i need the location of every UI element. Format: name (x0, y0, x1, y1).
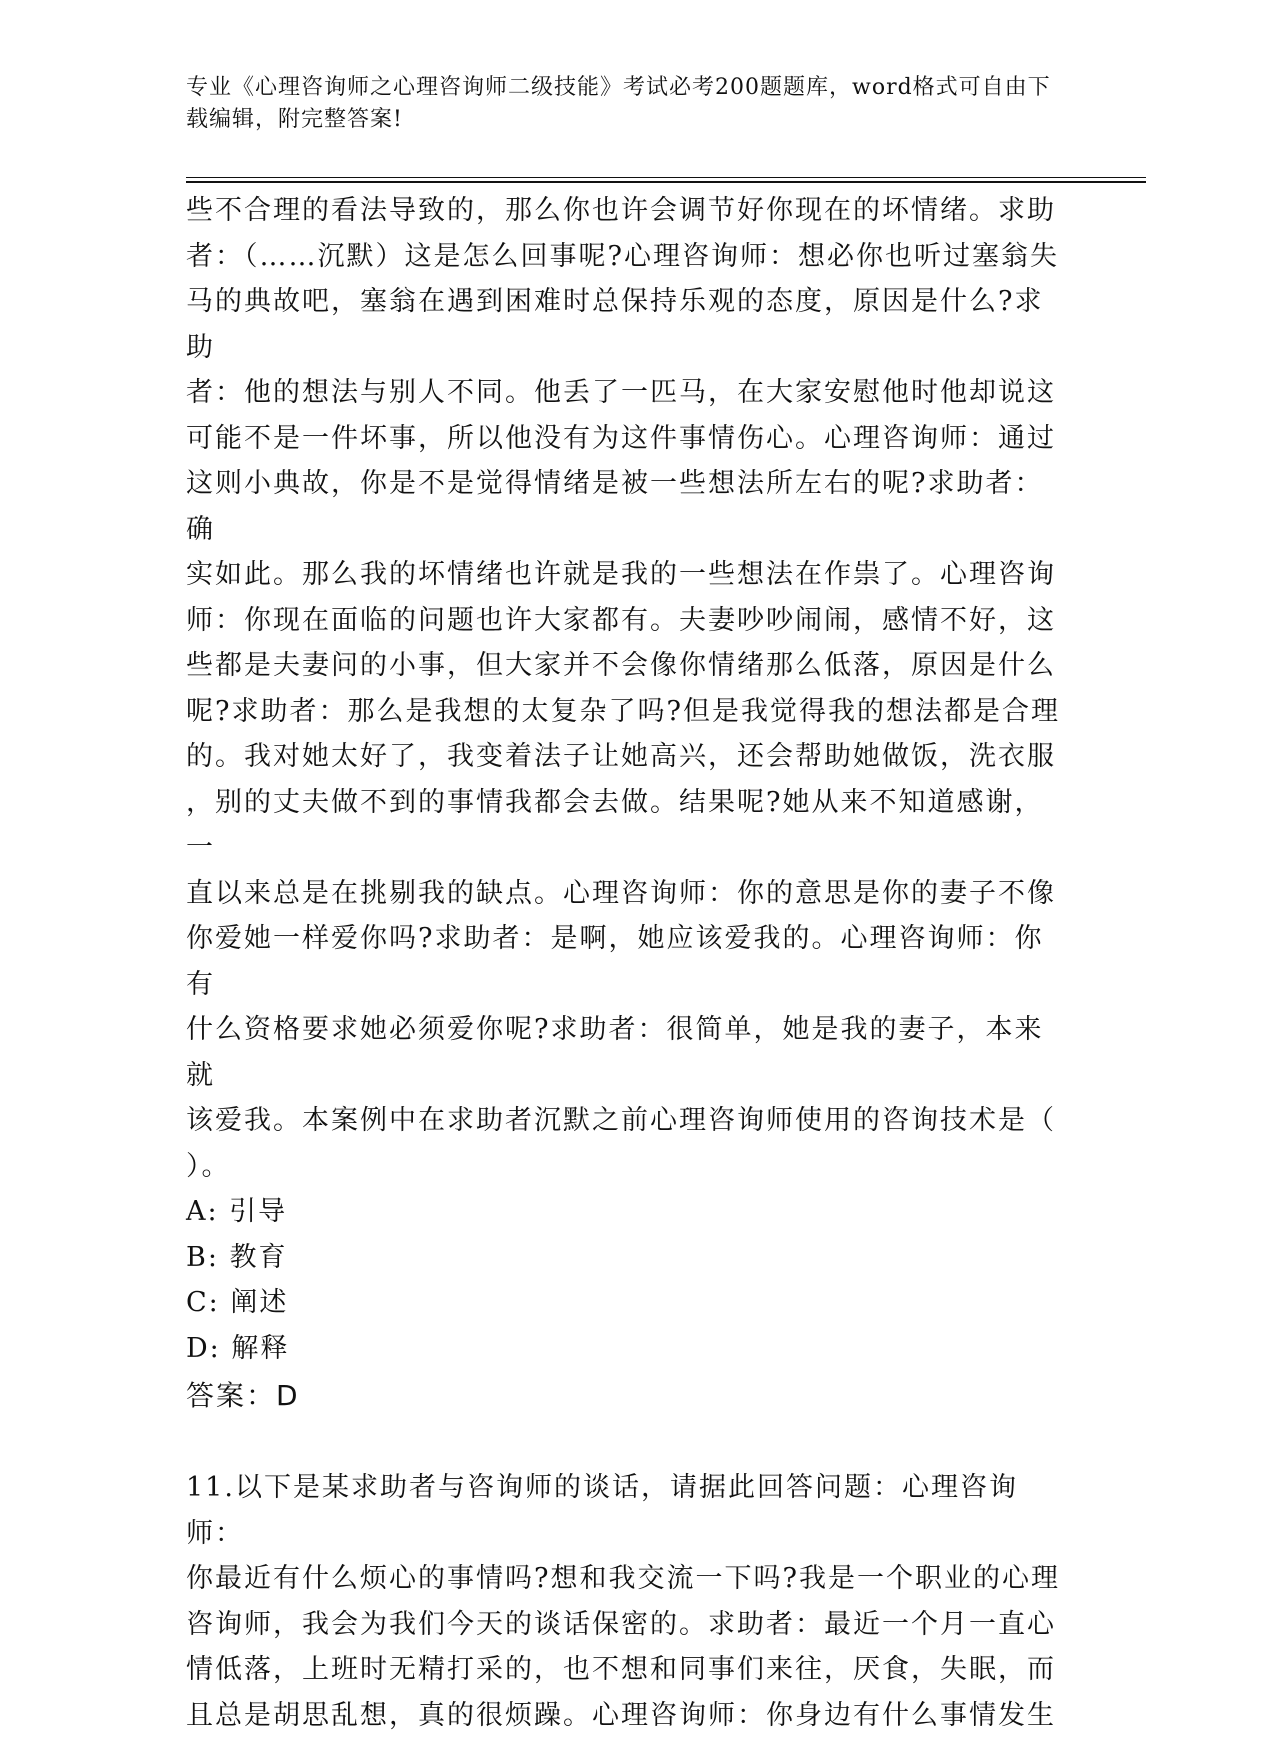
next-question-line: 咨询师，我会为我们今天的谈话保密的。求助者：最近一个月一直心 (186, 1602, 1066, 1648)
question-text-line: 者：（……沉默）这是怎么回事呢?心理咨询师：想必你也听过塞翁失 (186, 234, 1066, 280)
answer-line: 答案：D (186, 1371, 1066, 1421)
question-text-line: 些不合理的看法导致的，那么你也许会调节好你现在的坏情绪。求助 (186, 188, 1066, 234)
document-body (186, 188, 1066, 1738)
question-text-line: 实如此。那么我的坏情绪也许就是我的一些想法在作祟了。心理咨询 (186, 552, 1066, 598)
question-text-line: 的。我对她太好了，我变着法子让她高兴，还会帮助她做饭，洗衣服 (186, 734, 1066, 780)
next-question-line: 且总是胡思乱想，真的很烦躁。心理咨询师：你身边有什么事情发生 (186, 1693, 1066, 1738)
question-text-line: 呢?求助者：那么是我想的太复杂了吗?但是我觉得我的想法都是合理 (186, 689, 1066, 735)
question-spacer (186, 1421, 1066, 1465)
question-text-line: ）。 (186, 1144, 1066, 1190)
option-a: A: 引导 (186, 1189, 1066, 1235)
header-divider-thick (186, 181, 1146, 183)
question-text-line: 直以来总是在挑剔我的缺点。心理咨询师：你的意思是你的妻子不像 (186, 871, 1066, 917)
next-question-line: 情低落，上班时无精打采的，也不想和同事们来往，厌食，失眠，而 (186, 1647, 1066, 1693)
question-text-line: 马的典故吧，塞翁在遇到困难时总保持乐观的态度，原因是什么?求助 (186, 279, 1066, 370)
question-text-line: 这则小典故，你是不是觉得情绪是被一些想法所左右的呢?求助者：确 (186, 461, 1066, 552)
question-text-line: 者：他的想法与别人不同。他丢了一匹马，在大家安慰他时他却说这 (186, 370, 1066, 416)
next-question-line: 你最近有什么烦心的事情吗?想和我交流一下吗?我是一个职业的心理 (186, 1556, 1066, 1602)
question-text-line: 可能不是一件坏事，所以他没有为这件事情伤心。心理咨询师：通过 (186, 416, 1066, 462)
question-text-line: 什么资格要求她必须爱你呢?求助者：很简单，她是我的妻子，本来就 (186, 1007, 1066, 1098)
option-c: C: 阐述 (186, 1280, 1066, 1326)
question-text-line: 该爱我。本案例中在求助者沉默之前心理咨询师使用的咨询技术是（ (186, 1098, 1066, 1144)
header-divider-thin (186, 177, 1146, 178)
next-question-line: 11.以下是某求助者与咨询师的谈话，请据此回答问题：心理咨询师： (186, 1465, 1066, 1556)
question-text-line: 些都是夫妻问的小事，但大家并不会像你情绪那么低落，原因是什么 (186, 643, 1066, 689)
question-text-line: ，别的丈夫做不到的事情我都会去做。结果呢?她从来不知道感谢，一 (186, 780, 1066, 871)
option-d: D: 解释 (186, 1326, 1066, 1372)
question-text-line: 师：你现在面临的问题也许大家都有。夫妻吵吵闹闹，感情不好，这 (186, 598, 1066, 644)
option-b: B: 教育 (186, 1235, 1066, 1281)
question-text-line: 你爱她一样爱你吗?求助者：是啊，她应该爱我的。心理咨询师：你有 (186, 916, 1066, 1007)
document-header-title: 专业《心理咨询师之心理咨询师二级技能》考试必考200题题库，word格式可自由下载编辑，附完整答案! (186, 72, 1066, 136)
